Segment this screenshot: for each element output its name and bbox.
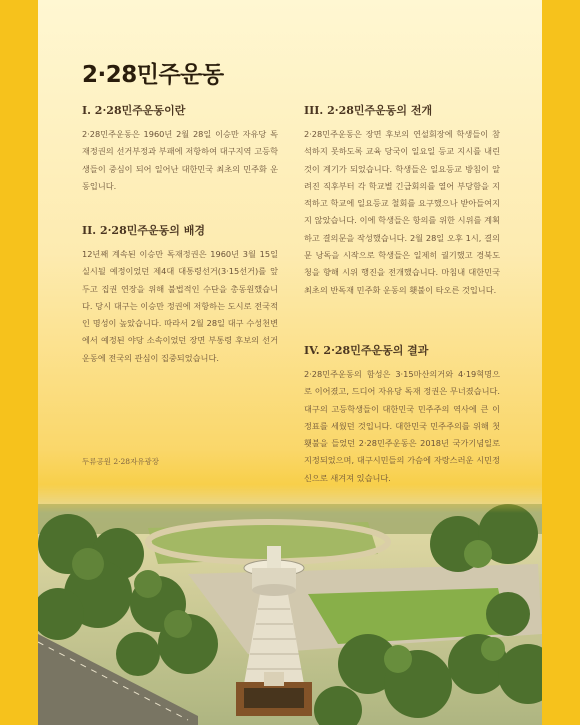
photo-caption: 두류공원 2·28자유광장 xyxy=(82,457,160,466)
section-development xyxy=(304,102,500,299)
section-body: 2·28민주운동의 함성은 3·15마산의거와 4·19혁명으로 이어졌고, 드디어 자유당 독재 정권은 무너졌습니다. 대구의 고등학생들이 대한민국 민주주의 역사에 큰 이정표를 세웠던 것입니다. 대한민국 민주주의를 위해 첫 횃불을 들었던 2·28민주운동은 2018년 국가기념일로 지정되었으며, 대구시민들의 가슴에 자랑스러운 시민정신으로 새겨져 있습니다. xyxy=(304,369,500,483)
section-result xyxy=(304,342,500,487)
section-heading: II. 2·28민주운동의 배경 xyxy=(82,224,205,237)
section-heading: IV. 2·28민주운동의 결과 xyxy=(304,344,429,357)
section-heading: III. 2·28민주운동의 전개 xyxy=(304,104,433,117)
section-intro xyxy=(82,102,278,195)
park-aerial-photo xyxy=(38,484,542,725)
section-body: 2·28민주운동은 1960년 2월 28일 이승만 자유당 독재정권의 선거부정과 부패에 저항하여 대구지역 고등학생들이 중심이 되어 일어난 대한민국 최초의 민주화 운동입니다. xyxy=(82,129,278,191)
section-heading: I. 2·28민주운동이란 xyxy=(82,104,186,117)
section-background xyxy=(82,222,278,367)
park-aerial-illustration xyxy=(38,484,542,725)
section-body: 12년째 계속된 이승만 독재정권은 1960년 3월 15일 실시될 예정이었던 제4대 대통령선거(3·15선거)를 앞두고 집권 연장을 위해 불법적인 수단을 총동원했습니다. 당시 대구는 이승만 정권에 저항하는 도시로 전국적인 명성이 높았습니다. 따라서 2월 28일 대구 수성천변에서 예정된 야당 소속이었던 장면 부통령 후보의 선거운동에 전국의 관심이 집중되었습니다. xyxy=(82,249,278,363)
page-title: 2·28민주운동 xyxy=(82,62,224,88)
section-body: 2·28민주운동은 장면 후보의 연설회장에 학생들이 참석하지 못하도록 교육 당국이 일요일 등교 지시를 내린 것이 계기가 되었습니다. 학생들은 일요등교 방침이 알려진 직후부터 각 학교별 긴급회의를 열어 부당함을 지적하고 학교에 일요등교 철회를 요구했으나 받아들여지지 않았습니다. 이에 학생들은 항의를 위한 시위를 계획하고 결의문을 작성했습니다. 2월 28일 오후 1시, 결의문 낭독을 시작으로 학생들은 일제히 궐기했고 경북도청을 향해 시위 행진을 전개했습니다. 마침내 대한민국 최초의 반독재 민주화 운동의 횃불이 타오른 것입니다. xyxy=(304,129,500,295)
